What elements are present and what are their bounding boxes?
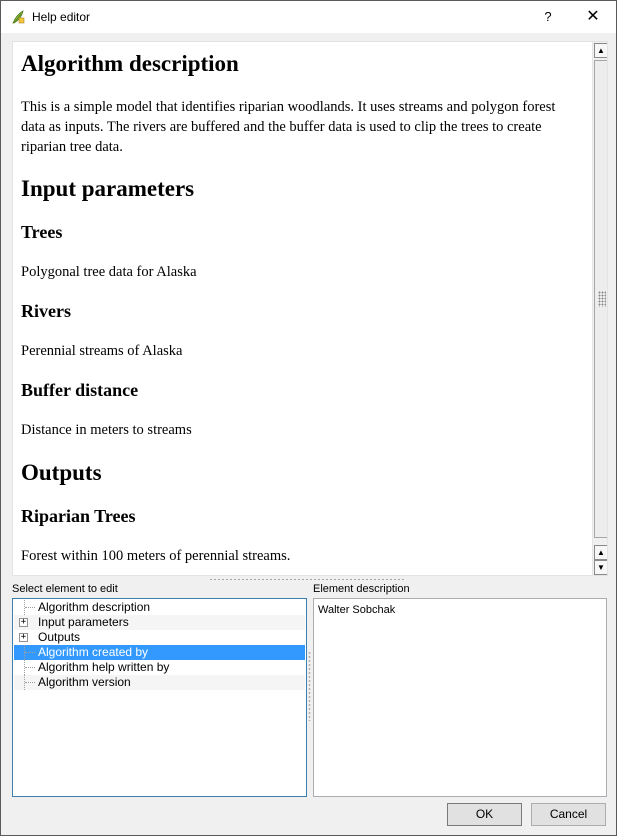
tree-item-algorithm-created-by[interactable] — [14, 645, 305, 660]
scroll-down-arrow-icon[interactable]: ▼ — [594, 560, 608, 575]
element-description-label: Element description — [313, 583, 410, 595]
heading-algorithm-description: Algorithm description — [21, 51, 239, 76]
qgis-icon — [10, 9, 26, 25]
element-description-value: Walter Sobchak — [318, 604, 396, 616]
tree-connector — [24, 600, 38, 615]
tree-item-outputs[interactable] — [14, 630, 305, 645]
text-rivers: Perennial streams of Alaska — [21, 343, 183, 359]
tree-item-label: Algorithm created by — [38, 645, 149, 659]
tree-item-label: Algorithm help written by — [38, 660, 170, 674]
title-bar — [1, 1, 616, 33]
tree-item-input-parameters[interactable] — [14, 615, 305, 630]
tree-item-label: Algorithm version — [38, 675, 131, 689]
text-algorithm-description: This is a simple model that identifies riparian woodlands. It uses streams and polygon forest data as inputs. The rivers are buffered and the buffer data is used to clip the trees to create riparian tree data. — [21, 99, 556, 155]
help-preview-content — [13, 42, 591, 576]
heading-rivers: Rivers — [21, 301, 71, 321]
text-riparian-trees: Forest within 100 meters of perennial streams. — [21, 548, 291, 564]
text-trees: Polygonal tree data for Alaska — [21, 264, 197, 280]
heading-input-parameters: Input parameters — [21, 176, 195, 201]
help-preview-pane[interactable] — [12, 41, 608, 576]
tree-connector — [24, 675, 38, 690]
tree-connector — [24, 660, 38, 675]
tree-item-algorithm-help-written-by[interactable] — [14, 660, 305, 675]
scroll-up-arrow-icon-lower[interactable]: ▲ — [594, 545, 608, 560]
heading-buffer-distance: Buffer distance — [21, 380, 139, 400]
text-buffer-distance: Distance in meters to streams — [21, 422, 192, 438]
ok-button[interactable]: OK — [447, 803, 522, 826]
scrollbar-grip-icon — [598, 291, 606, 307]
expand-plus-icon[interactable]: + — [20, 632, 27, 642]
scrollbar-thumb[interactable] — [594, 60, 608, 538]
window-title: Help editor — [32, 10, 91, 24]
tree-item-algorithm-description[interactable] — [14, 600, 305, 615]
horizontal-splitter-handle[interactable] — [209, 578, 405, 581]
cancel-button[interactable]: Cancel — [531, 803, 606, 826]
tree-item-algorithm-version[interactable] — [14, 675, 305, 690]
expand-plus-icon[interactable]: + — [20, 617, 27, 627]
help-button[interactable]: ? — [544, 9, 552, 24]
tree-item-label: Algorithm description — [38, 600, 151, 614]
heading-outputs: Outputs — [21, 460, 102, 485]
tree-item-label: Outputs — [38, 630, 81, 644]
heading-trees: Trees — [21, 222, 63, 242]
preview-scrollbar[interactable] — [592, 42, 608, 576]
vertical-splitter-handle[interactable] — [308, 651, 311, 721]
close-button[interactable]: ✕ — [586, 8, 600, 25]
element-description-textarea[interactable] — [313, 598, 607, 797]
tree-connector — [24, 645, 38, 660]
scroll-up-arrow-icon[interactable]: ▲ — [594, 43, 608, 58]
tree-item-label: Input parameters — [38, 615, 129, 629]
heading-riparian-trees: Riparian Trees — [21, 506, 136, 526]
element-tree[interactable] — [12, 598, 307, 797]
select-element-label: Select element to edit — [12, 583, 118, 595]
